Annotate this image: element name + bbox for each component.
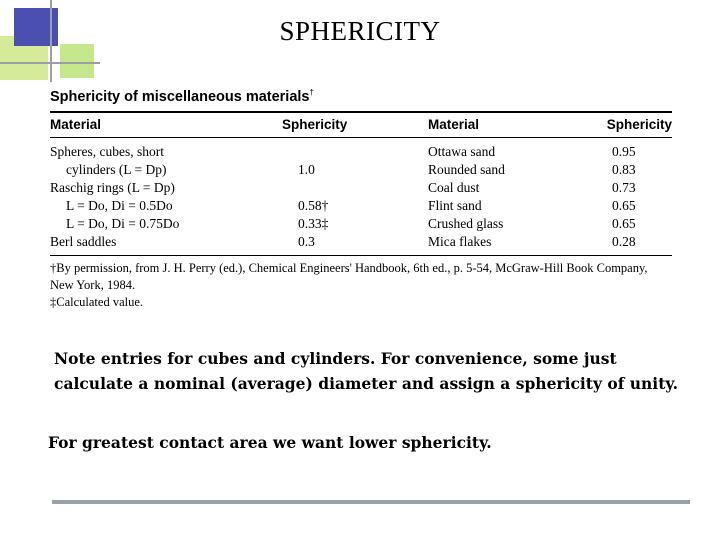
right-material-cell: Ottawa sand [428,143,496,159]
sphericity-table [50,88,672,311]
decor-horizontal-line [0,62,100,64]
right-value-cell: 0.83 [612,161,636,177]
header-sphericity-right: Sphericity [606,116,672,132]
left-value-cell [280,143,428,161]
decor-bottom-bar [52,500,690,504]
left-material-cell: Spheres, cubes, short [50,143,164,159]
table-caption-text: Sphericity of miscellaneous materials [50,88,310,105]
right-value-cell: 0.73 [612,179,636,195]
table-footnotes [50,260,672,311]
left-material-cell: Berl saddles [50,233,117,249]
right-value-cell: 0.65 [612,215,636,231]
right-value-cell: 0.28 [612,233,636,249]
left-value-cell: 0.58† [298,197,329,213]
note-contact-area: For greatest contact area we want lower sphericity. [48,433,492,452]
left-value-cell: 0.3 [298,233,315,249]
header-material-right: Material [428,116,480,132]
right-value-cell: 0.95 [612,143,636,159]
header-material-left: Material [50,116,102,132]
decor-square-lime [60,44,94,78]
table-body [50,138,672,255]
left-value-cell: 0.33‡ [298,215,329,231]
table-bottom-rule [50,255,672,256]
right-material-cell: Crushed glass [428,215,504,231]
header-sphericity-left: Sphericity [282,116,348,132]
left-material-cell: cylinders (L = Dp) [66,161,167,177]
left-material-cell: Raschig rings (L = Dp) [50,179,175,195]
left-value-cell [280,179,428,197]
left-material-cell: L = Do, Di = 0.5Do [66,197,173,213]
right-material-cell: Flint sand [428,197,482,213]
left-material-cell: L = Do, Di = 0.75Do [66,215,180,231]
table-caption-mark: † [309,88,314,97]
right-value-cell: 0.65 [612,197,636,213]
footnote-permission: †By permission, from J. H. Perry (ed.), Chemical Engineers' Handbook, 6th ed., p. 5-54, McGraw-Hill Book Company, New York, 1984. [50,260,648,292]
right-material-cell: Coal dust [428,179,480,195]
table-header-row [50,113,672,137]
slide-title: SPHERICITY [279,16,441,46]
table-caption [50,88,672,105]
note-cubes-cylinders: Note entries for cubes and cylinders. For convenience, some just calculate a nominal (average) diameter and assign a sphericity of unity. [54,349,678,393]
footnote-calculated: ‡Calculated value. [50,294,144,309]
right-material-cell: Rounded sand [428,161,505,177]
left-value-cell: 1.0 [298,161,315,177]
right-material-cell: Mica flakes [428,233,492,249]
